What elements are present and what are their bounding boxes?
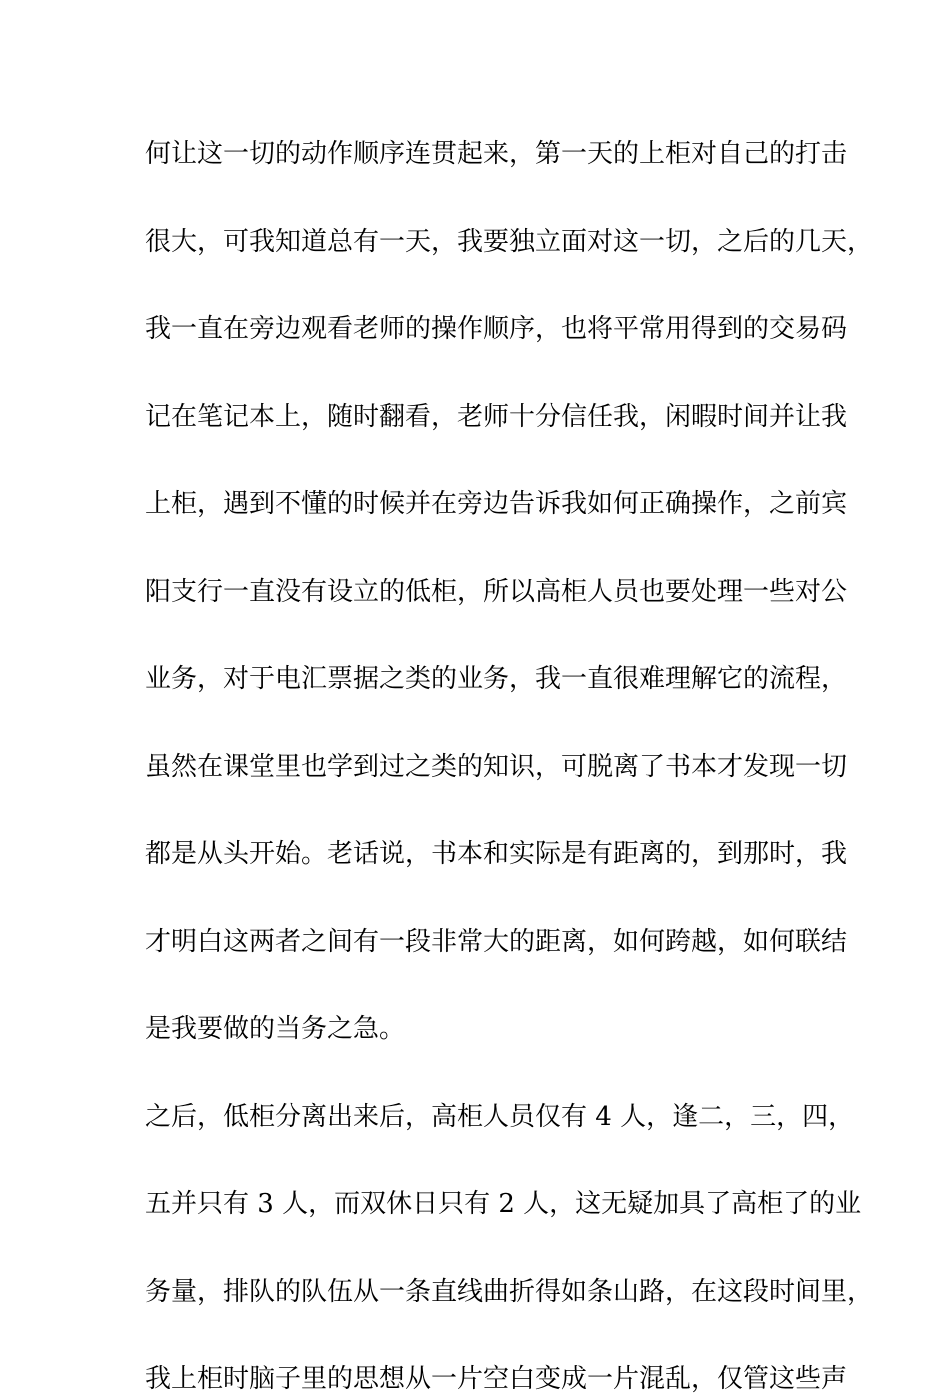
text-line: 上柜，遇到不懂的时候并在旁边告诉我如何正确操作，之前宾 bbox=[145, 489, 848, 519]
text-line: 是我要做的当务之急。 bbox=[145, 1014, 406, 1044]
text-line: 记在笔记本上，随时翻看，老师十分信任我，闲暇时间并让我 bbox=[145, 401, 848, 432]
text-line: 很大，可我知道总有一天，我要独立面对这一切，之后的几天， bbox=[145, 226, 874, 257]
text-line: 我上柜时脑子里的思想从一片空白变成一片混乱，仅管这些声 bbox=[145, 1364, 848, 1394]
text-line: 业务，对于电汇票据之类的业务，我一直很难理解它的流程， bbox=[145, 664, 848, 694]
text-line: 我一直在旁边观看老师的操作顺序，也将平常用得到的交易码 bbox=[145, 314, 848, 344]
text-line: 虽然在课堂里也学到过之类的知识，可脱离了书本才发现一切 bbox=[145, 751, 848, 782]
text-line: 五并只有 3 人，而双休日只有 2 人，这无疑加具了高柜了的业 bbox=[145, 1189, 862, 1219]
text-line: 务量，排队的队伍从一条直线曲折得如条山路，在这段时间里， bbox=[145, 1276, 874, 1307]
text-line: 之后，低柜分离出来后，高柜人员仅有 4 人，逢二，三，四， bbox=[145, 1101, 855, 1132]
body-text bbox=[145, 134, 874, 1399]
text-line: 才明白这两者之间有一段非常大的距离，如何跨越，如何联结 bbox=[145, 926, 848, 957]
text-line: 都是从头开始。老话说，书本和实际是有距离的，到那时，我 bbox=[145, 839, 848, 869]
text-line: 阳支行一直没有设立的低柜，所以高柜人员也要处理一些对公 bbox=[145, 576, 848, 607]
text-line: 何让这一切的动作顺序连贯起来，第一天的上柜对自己的打击 bbox=[145, 139, 848, 169]
